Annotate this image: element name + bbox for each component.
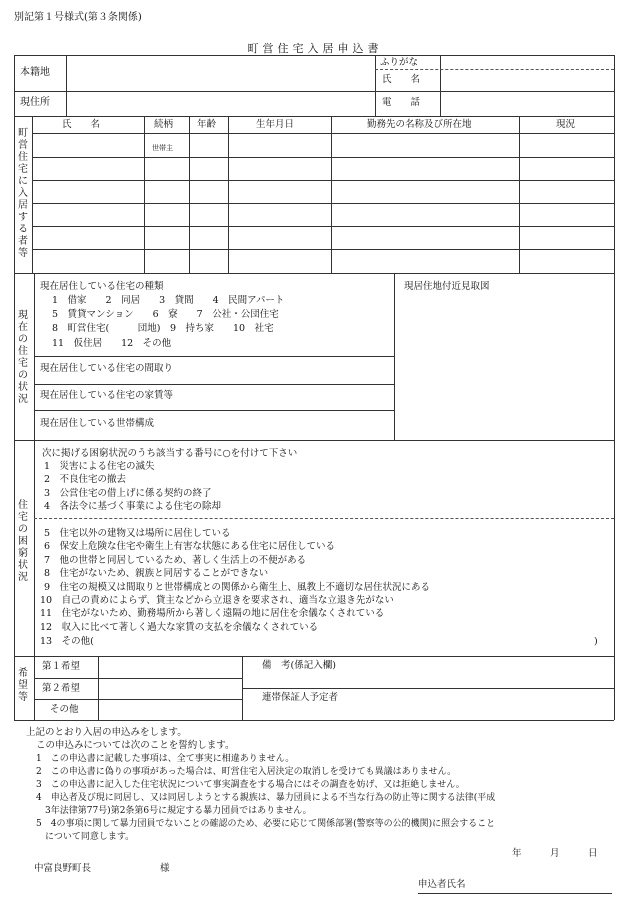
honsekichi-field[interactable] xyxy=(67,56,374,90)
other-close-paren: ) xyxy=(594,636,598,647)
housing-type-line[interactable]: 1 借家 2 同居 3 貸間 4 民間アパート xyxy=(52,295,285,306)
hardship-item[interactable]: 7 他の世帯と同居しているため、著しく生活上の不便がある xyxy=(44,555,307,566)
hardship-item[interactable]: 5 住宅以外の建物又は場所に居住している xyxy=(44,528,231,539)
rooms-label: 現在居住している住宅の間取り xyxy=(40,363,174,374)
hardship-item[interactable]: 9 住宅の規模又は間取りと世帯構成との関係から衛生上、風教上不適切な居住状況にある xyxy=(44,582,431,593)
furigana-label: ふりがな xyxy=(380,57,419,68)
rent-label: 現在居住している住宅の家賃等 xyxy=(40,390,174,401)
col-name: 氏 名 xyxy=(62,119,101,130)
pledge-intro: 上記のとおり入居の申込みをします。 xyxy=(26,727,187,738)
remarks-label: 備 考(係記入欄) xyxy=(262,660,336,671)
pledge-line: 2 この申込書に偽りの事項があった場合は、町営住宅入居決定の取消しを受けても異議はありません。 xyxy=(36,767,457,777)
first-choice-label: 第１希望 xyxy=(42,661,81,672)
hardship-item[interactable]: 2 不良住宅の撤去 xyxy=(44,474,127,485)
first-choice-field[interactable] xyxy=(99,657,241,677)
housing-type-line[interactable]: 8 町営住宅( 団地) 9 持ち家 10 社宅 xyxy=(52,323,274,334)
map-area[interactable] xyxy=(396,296,612,438)
hardship-item[interactable]: 8 住宅がないため、親族と同居することができない xyxy=(44,568,269,579)
pledge-intro-2: この申込みについては次のことを誓約します。 xyxy=(36,740,235,751)
hardship-item[interactable]: 12 収入に比べて著しく過大な家賃の支払を余儀なくされている xyxy=(40,622,319,633)
housing-type-line[interactable]: 5 賃貸マンション 6 寮 7 公社・公団住宅 xyxy=(52,309,279,320)
honsekichi-label: 本籍地 xyxy=(20,67,50,78)
current-status-side-label: 現在の住宅の状況 xyxy=(18,310,28,405)
sama-label: 様 xyxy=(160,863,170,874)
household-makeup-label: 現在居住している世帯構成 xyxy=(40,418,155,429)
name-label: 氏 名 xyxy=(382,74,421,85)
housing-type-line[interactable]: 11 仮住居 12 その他 xyxy=(52,338,172,349)
other-choice-label: その他 xyxy=(50,704,79,715)
furigana-field[interactable] xyxy=(441,56,613,68)
pledge-line: 3 この申込書に記入した住宅状況について事実調査をする場合にはその調査を妨げ、又は拒絶しません。 xyxy=(36,780,465,790)
guarantor-label: 連帯保証人予定者 xyxy=(262,692,339,703)
other-choice-field[interactable] xyxy=(99,700,241,719)
phone-field[interactable] xyxy=(441,92,613,115)
col-age: 年齢 xyxy=(197,119,217,130)
hardship-item[interactable]: 6 保安上危険な住宅や衛生上有害な状態にある住宅に居住している xyxy=(44,541,336,552)
name-field[interactable] xyxy=(441,70,613,90)
hardship-item[interactable]: 1 災害による住宅の滅失 xyxy=(44,461,155,472)
preference-side-label: 希望等 xyxy=(18,668,28,703)
address-field[interactable] xyxy=(67,92,374,115)
pledge-line: 5 4の事項に関して暴力団員でないことの確認のため、必要に応じて関係部署(警察等の公的機関)に照会すること xyxy=(36,819,496,829)
guarantor-field[interactable] xyxy=(360,690,612,718)
col-workplace: 勤務先の名称及び所在地 xyxy=(367,119,472,130)
hardship-item[interactable]: 13 その他( xyxy=(40,636,94,647)
household-side-label: 町営住宅に入居する者等 xyxy=(18,128,28,259)
page-title: 町営住宅入居申込書 xyxy=(247,42,383,55)
map-label: 現居住地付近見取図 xyxy=(404,281,490,292)
pledge-line: 3年法律第77号)第2条第6号に規定する暴力団員ではありません。 xyxy=(36,806,312,816)
mayor-label: 中富良野町長 xyxy=(34,863,92,874)
second-choice-field[interactable] xyxy=(99,679,241,698)
hardship-item[interactable]: 10 自己の責めによらず、貸主などから立退きを要求され、適当な立退き先がない xyxy=(40,595,394,606)
hardship-instruction: 次に掲げる困窮状況のうち該当する番号に○を付けて下さい xyxy=(42,448,298,459)
hardship-side-label: 住宅の困窮状況 xyxy=(18,500,28,583)
form-label: 別記第１号様式(第３条関係) xyxy=(14,12,142,23)
pledge-line: 4 申込者及び現に同居し、又は同居しようとする親族は、暴力団員による不当な行為の防止等に関する法律(平成 xyxy=(36,793,496,803)
applicant-signature-line[interactable] xyxy=(418,893,612,894)
address-label: 現住所 xyxy=(20,97,50,108)
housing-type-heading: 現在居住している住宅の種類 xyxy=(40,281,164,292)
pledge-line: 1 この申込書に記載した事項は、全て事実に相違ありません。 xyxy=(36,754,295,764)
hardship-item[interactable]: 4 各法令に基づく事業による住宅の除却 xyxy=(44,501,222,512)
col-birthdate: 生年月日 xyxy=(256,119,295,130)
col-relation: 続柄 xyxy=(154,119,174,130)
hardship-item[interactable]: 11 住宅がないため、勤務場所から著しく遠隔の地に居住を余儀なくされている xyxy=(40,608,385,619)
head-of-household-label: 世帯主 xyxy=(152,144,173,152)
date-label[interactable]: 年 月 日 xyxy=(512,848,598,859)
second-choice-label: 第２希望 xyxy=(42,683,81,694)
pledge-line: について同意します。 xyxy=(36,832,135,842)
phone-label: 電 話 xyxy=(382,97,421,108)
col-status: 現況 xyxy=(556,119,576,130)
applicant-name-label: 申込者氏名 xyxy=(418,879,466,890)
hardship-item[interactable]: 3 公営住宅の借上げに係る契約の終了 xyxy=(44,488,212,499)
